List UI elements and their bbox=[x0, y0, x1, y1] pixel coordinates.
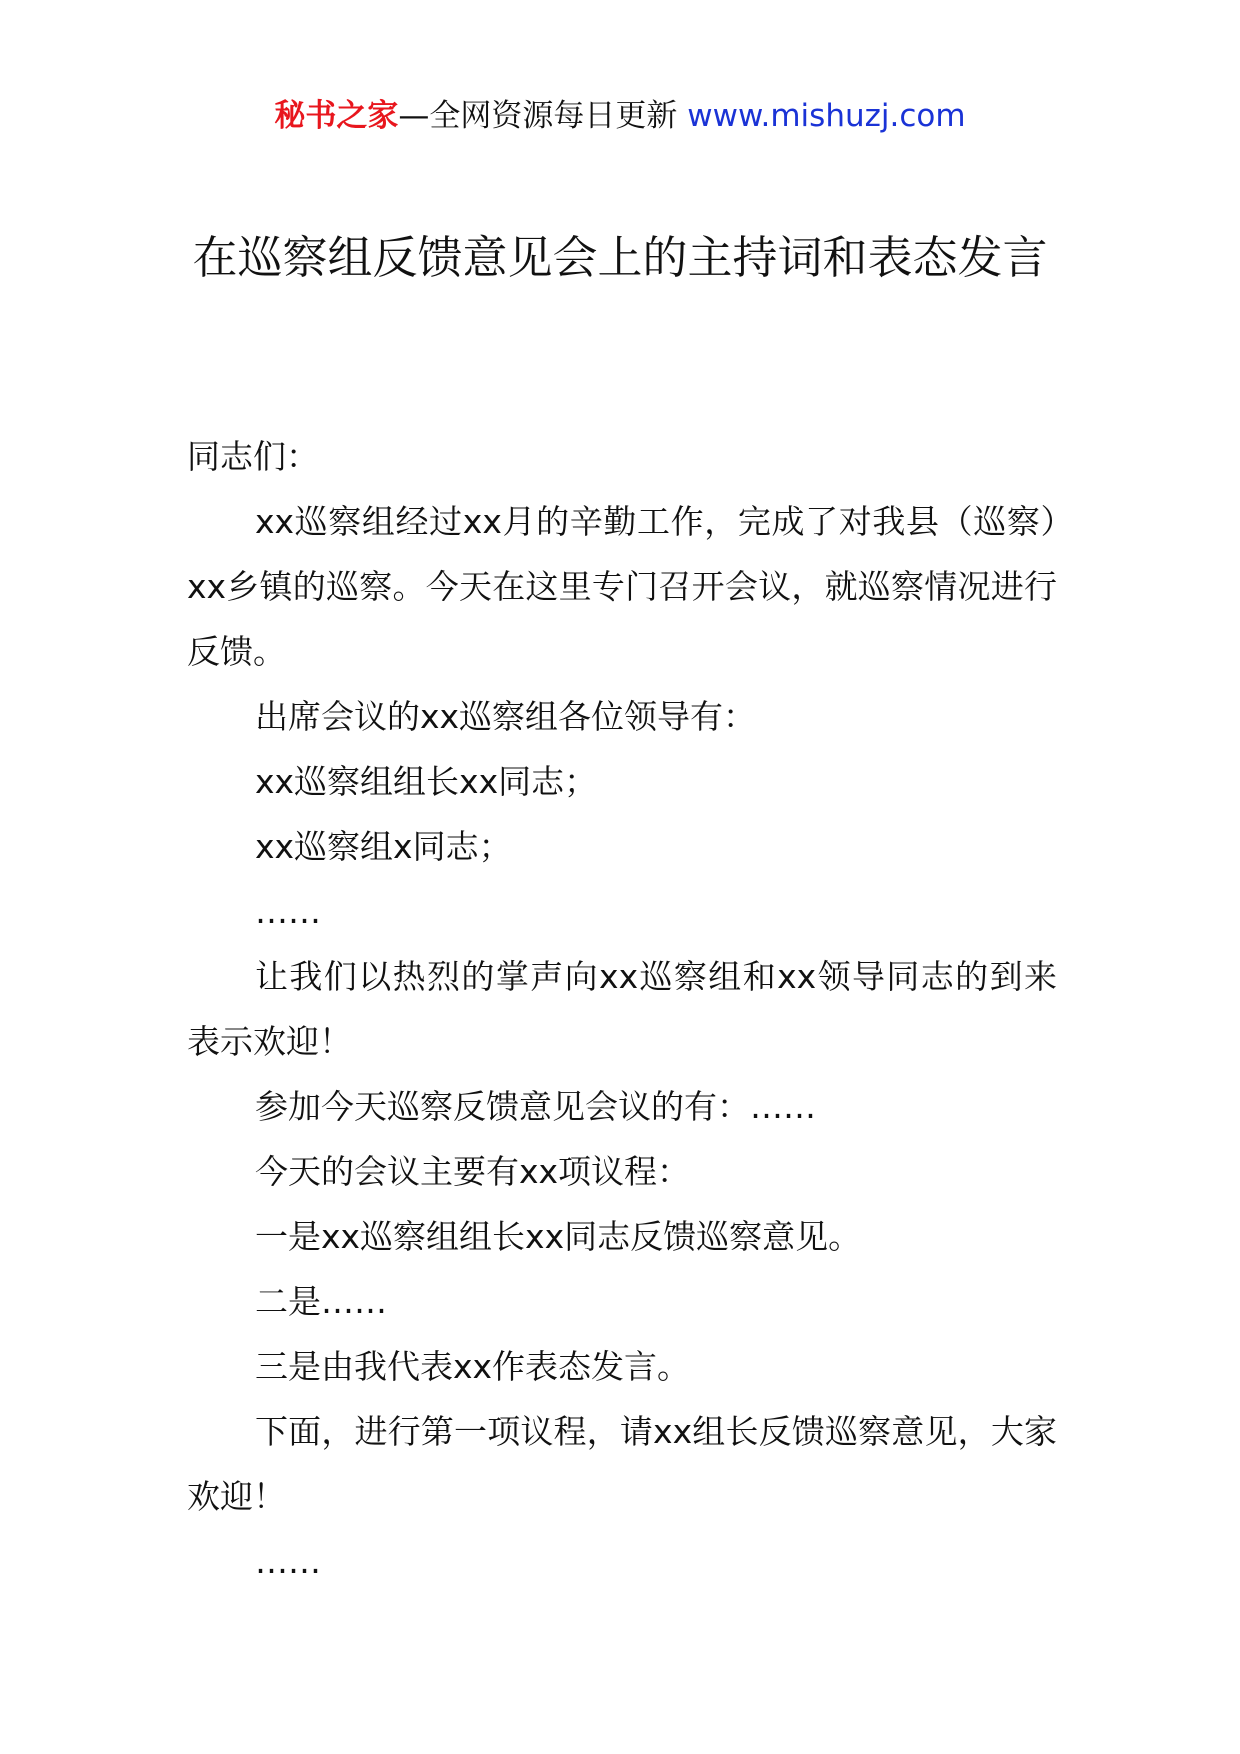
paragraph: …… bbox=[255, 892, 321, 931]
salutation: 同志们： bbox=[187, 437, 319, 476]
header-slogan: —全网资源每日更新 bbox=[398, 98, 678, 134]
paragraph: 出席会议的xx巡察组各位领导有： bbox=[255, 697, 757, 736]
paragraph: 二是…… bbox=[255, 1282, 387, 1321]
site-url-link[interactable]: www.mishuzj.com bbox=[687, 98, 966, 134]
document-body bbox=[187, 424, 1057, 1594]
paragraph: 三是由我代表xx作表态发言。 bbox=[255, 1347, 691, 1386]
paragraph: 今天的会议主要有xx项议程： bbox=[255, 1152, 691, 1191]
document-title: 在巡察组反馈意见会上的主持词和表态发言 bbox=[192, 231, 1048, 284]
paragraph: 一是xx巡察组组长xx同志反馈巡察意见。 bbox=[255, 1217, 862, 1256]
paragraph: xx巡察组x同志； bbox=[255, 827, 512, 866]
site-header bbox=[0, 96, 1240, 136]
paragraph: 让我们以热烈的掌声向xx巡察组和xx领导同志的到来表示欢迎！ bbox=[187, 957, 1057, 1061]
brand-name: 秘书之家 bbox=[274, 98, 399, 134]
paragraph: …… bbox=[255, 1542, 321, 1581]
paragraph: xx巡察组组长xx同志； bbox=[255, 762, 598, 801]
paragraph: 下面，进行第一项议程，请xx组长反馈巡察意见，大家欢迎！ bbox=[187, 1412, 1057, 1516]
paragraph: xx巡察组经过xx月的辛勤工作，完成了对我县（巡察）xx乡镇的巡察。今天在这里专门召开会议，就巡察情况进行反馈。 bbox=[187, 502, 1057, 671]
paragraph: 参加今天巡察反馈意见会议的有：…… bbox=[255, 1087, 816, 1126]
